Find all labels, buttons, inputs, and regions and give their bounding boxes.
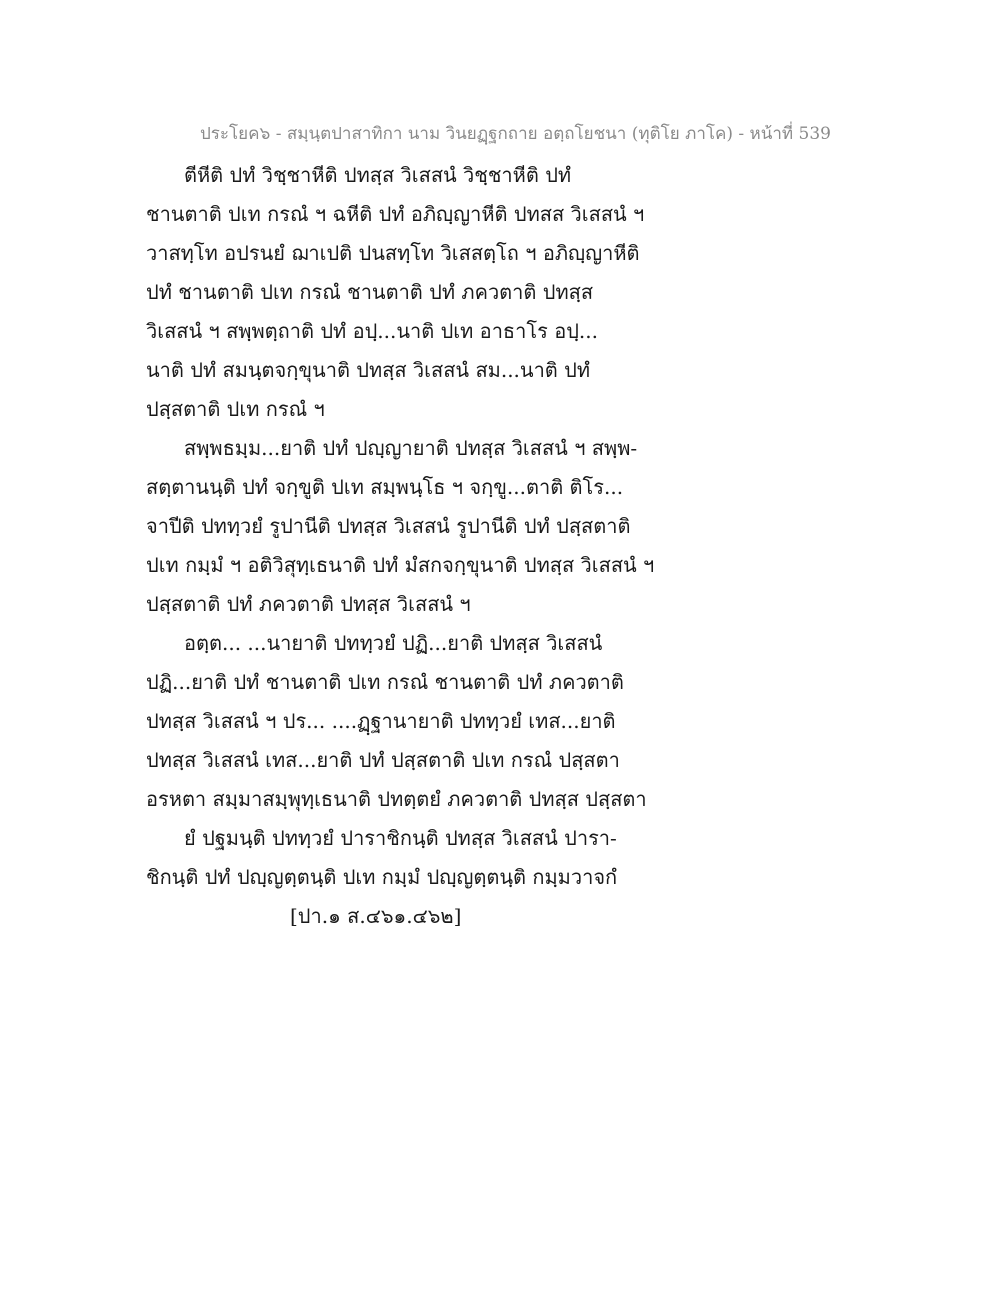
text-line: ยํ ปฐมนฺติ ปททฺวยํ ปาราชิกนฺติ ปทสฺส วิเสสนํ ปารา- <box>184 826 617 850</box>
text-line: อตฺต... ...นายาติ ปททฺวยํ ปฏิ...ยาติ ปทสฺส วิเสสนํ <box>184 631 603 655</box>
text-line: อรหตา สมฺมาสมฺพุทฺเธนาติ ปทตฺตยํ ภควตาติ ปทสฺส ปสฺสตา <box>146 787 647 811</box>
text-line: สพฺพธมฺม...ยาติ ปทํ ปญฺญายาติ ปทสฺส วิเสสนํ ฯ สพฺพ- <box>184 436 638 460</box>
text-line: ปทสฺส วิเสสนํ เทส...ยาติ ปทํ ปสฺสตาติ ปเท กรณํ ปสฺสตา <box>146 748 620 772</box>
text-line: วาสทฺโท อปรนยํ ฌาเปติ ปนสทฺโท วิเสสตฺโถ ฯ อภิญฺญาหีติ <box>146 241 640 265</box>
page-header: ประโยค๖ - สมฺนฺตปาสาทิกา นาม วินยฏฺฐกถาย อตฺถโยชนา (ทุติโย ภาโค) - หน้าที่ 539 <box>200 124 831 144</box>
text-line: ปฏิ...ยาติ ปทํ ชานตาติ ปเท กรณํ ชานตาติ ปทํ ภควตาติ <box>146 670 624 694</box>
text-line: ปทํ ชานตาติ ปเท กรณํ ชานตาติ ปทํ ภควตาติ ปทสฺส <box>146 280 594 304</box>
text-line: จาปีติ ปททฺวยํ รูปานีติ ปทสฺส วิเสสนํ รูปานีติ ปทํ ปสฺสตาติ <box>146 514 631 538</box>
text-line: วิเสสนํ ฯ สพฺพตฺถาติ ปทํ อปฺ...นาติ ปเท อาธาโร อปฺ... <box>146 319 598 343</box>
text-line: ชิกนฺติ ปทํ ปญฺญตฺตนฺติ ปเท กมฺมํ ปญฺญตฺตนฺติ กมฺมวาจกํ <box>146 865 618 889</box>
text-line: ปทสฺส วิเสสนํ ฯ ปร... ....ฏฺฐานายาติ ปททฺวยํ เทส...ยาติ <box>146 709 616 733</box>
body-text <box>146 156 706 936</box>
reference-citation: [ปา.๑ ส.๔๖๑.๔๖๒] <box>290 904 462 928</box>
text-line: สตฺตานนฺติ ปทํ จกฺขูติ ปเท สมฺพนฺโธ ฯ จกฺขู...ตาติ ติโร... <box>146 475 624 499</box>
text-line: ตีหีติ ปทํ วิชฺชาหีติ ปทสฺส วิเสสนํ วิชฺชาหีติ ปทํ <box>184 163 572 187</box>
text-line: ชานตาติ ปเท กรณํ ฯ ฉหีติ ปทํ อภิญฺญาหีติ ปทสส วิเสสนํ ฯ <box>146 202 645 226</box>
text-line: ปเท กมฺมํ ฯ อติวิสุทฺเธนาติ ปทํ มํสกจกฺขุนาติ ปทสฺส วิเสสนํ ฯ <box>146 553 655 577</box>
text-line: ปสฺสตาติ ปทํ ภควตาติ ปทสฺส วิเสสนํ ฯ <box>146 592 471 616</box>
text-line: นาติ ปทํ สมนฺตจกฺขุนาติ ปทสฺส วิเสสนํ สม...นาติ ปทํ <box>146 358 591 382</box>
text-line: ปสฺสตาติ ปเท กรณํ ฯ <box>146 397 325 421</box>
